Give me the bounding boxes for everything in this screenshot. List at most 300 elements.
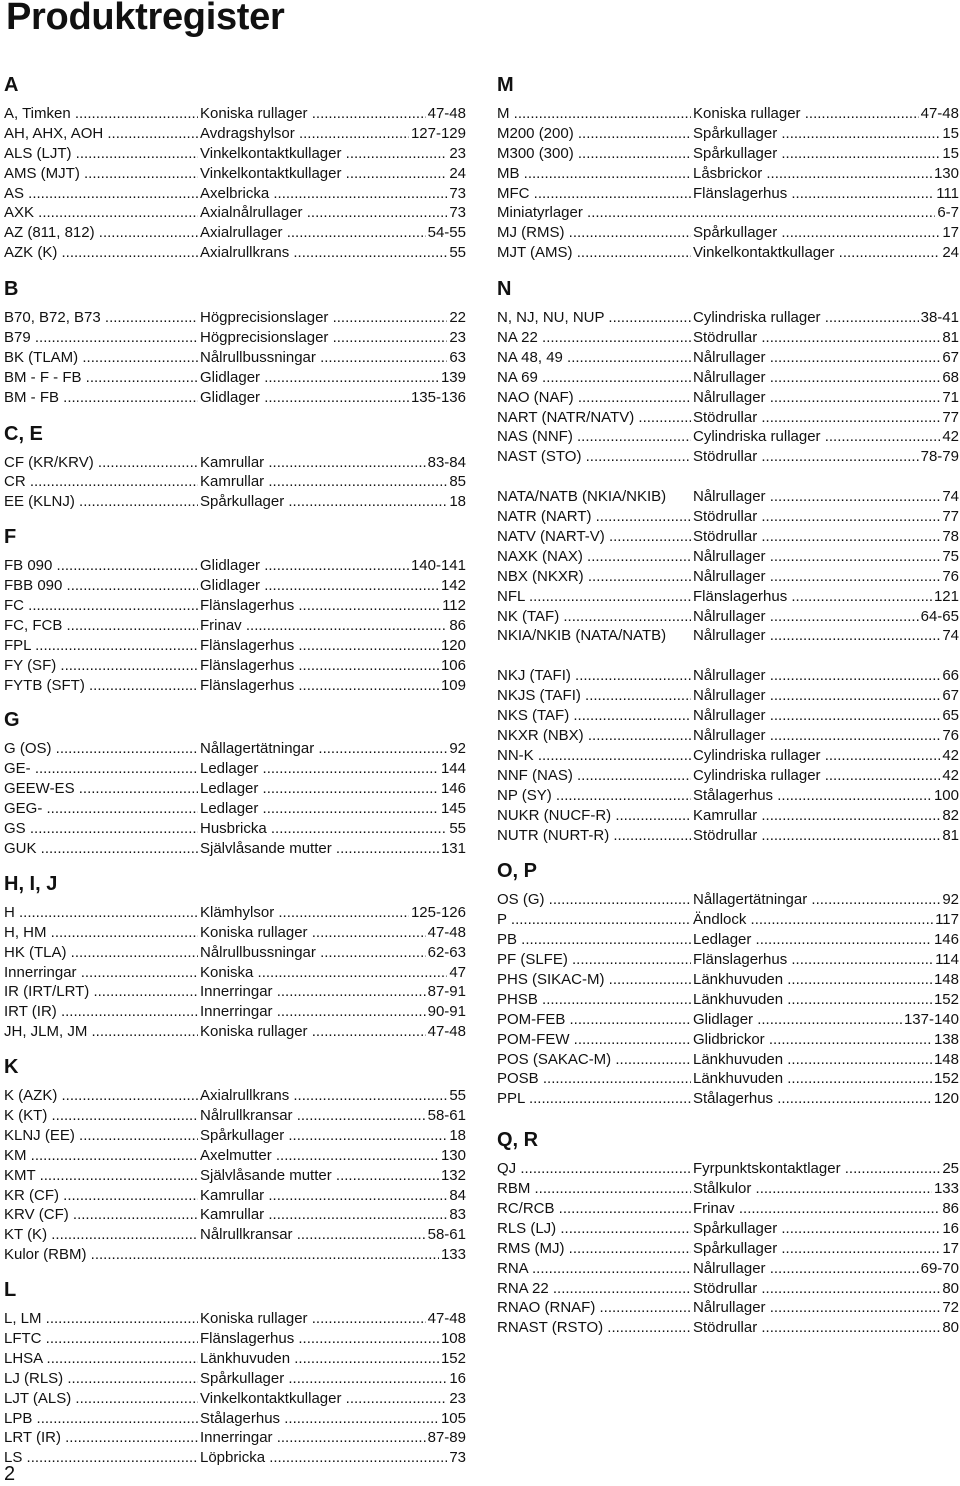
entry-designation: QJ ..... (497, 1159, 691, 1179)
index-entry (4, 943, 466, 963)
index-entry (4, 1225, 466, 1245)
entry-designation: B70, B72, B73 ..... (4, 308, 198, 328)
entry-page-number: 68 (942, 368, 959, 386)
entry-designation: MJ (RMS) ..... (497, 223, 691, 243)
index-entry (4, 1146, 466, 1166)
entry-designation: GUK ..... (4, 839, 198, 859)
index-entry (497, 806, 959, 826)
entry-category: Stålkulor ..... (691, 1179, 959, 1199)
entry-category: Axialrullkrans ..... (198, 1086, 466, 1106)
index-entry (4, 348, 466, 368)
section-letter: O, P (497, 860, 538, 883)
entry-category: Ledlager ..... (691, 930, 959, 950)
entry-page-number: 73 (449, 204, 466, 222)
index-entry (4, 839, 466, 859)
entry-page-number: 111 (936, 184, 959, 202)
section-letter: K (4, 1056, 19, 1079)
entry-page-number: 152 (933, 990, 959, 1008)
entry-category: Axelmutter ..... (198, 1146, 466, 1166)
index-entry (497, 368, 959, 388)
entry-designation: B79 ..... (4, 328, 198, 348)
entry-designation: LFTC ..... (4, 1329, 198, 1349)
entry-page-number: 100 (933, 786, 959, 804)
entry-category: Nålrullbussningar ..... (198, 348, 466, 368)
index-entry (497, 124, 959, 144)
entry-designation: GS ..... (4, 819, 198, 839)
entry-category: Cylindriska rullager ..... (691, 746, 959, 766)
entry-designation: KLNJ (EE) ..... (4, 1126, 198, 1146)
section-spacer (4, 859, 466, 871)
index-entry (497, 1199, 959, 1219)
entry-category: Koniska rullager ..... (198, 1022, 466, 1042)
index-entry (497, 930, 959, 950)
entry-category: Nålrullager ..... (691, 666, 959, 686)
entry-category: Axialrullager ..... (198, 223, 466, 243)
entry-category: Nålrullkransar ..... (198, 1225, 466, 1245)
index-entry (4, 328, 466, 348)
entry-designation: PHS (SIKAC-M) ..... (497, 970, 691, 990)
index-entry (4, 243, 466, 263)
index-entry (497, 1279, 959, 1299)
entry-designation: AS ..... (4, 184, 198, 204)
index-entry (4, 1329, 466, 1349)
entry-category: Frinav ..... (691, 1199, 959, 1219)
entry-page-number: 77 (942, 508, 959, 526)
entry-category: Kamrullar ..... (198, 1186, 466, 1206)
entry-category: Nållagertätningar ..... (691, 890, 959, 910)
entry-page-number: 65 (942, 707, 959, 725)
entry-page-number: 137-140 (903, 1010, 959, 1028)
index-entry (4, 1245, 466, 1265)
entry-category: Spårkullager ..... (198, 492, 466, 512)
entry-category: Nålrullager ..... (691, 388, 959, 408)
entry-category: Flänslagerhus ..... (691, 950, 959, 970)
entry-page-number: 18 (449, 493, 466, 511)
entry-category: Nålrullager ..... (691, 726, 959, 746)
entry-designation: K (AZK) ..... (4, 1086, 198, 1106)
index-entry (497, 1239, 959, 1259)
index-entry (497, 950, 959, 970)
entry-designation: RNA 22 ..... (497, 1279, 691, 1299)
entry-page-number: 55 (449, 820, 466, 838)
index-entry (4, 472, 466, 492)
index-column-right (497, 72, 959, 1358)
entry-category: Kamrullar ..... (198, 472, 466, 492)
index-entry (497, 890, 959, 910)
entry-category: Spårkullager ..... (691, 1219, 959, 1239)
index-entry (4, 1349, 466, 1369)
index-entry (497, 1179, 959, 1199)
entry-designation: OS (G) ..... (497, 890, 691, 910)
entry-page-number: 17 (942, 1239, 959, 1257)
section-letter: F (4, 526, 17, 549)
page-number: 2 (4, 1463, 16, 1485)
entry-category: Klämhylsor ..... (198, 903, 466, 923)
index-entry (497, 1318, 959, 1338)
entry-page-number: 18 (449, 1126, 466, 1144)
index-entry (497, 1298, 959, 1318)
entry-page-number: 109 (440, 676, 466, 694)
entry-page-number: 133 (933, 1180, 959, 1198)
index-entry (497, 348, 959, 368)
entry-designation: FB 090 ..... (4, 556, 198, 576)
entry-designation: A, Timken ..... (4, 104, 198, 124)
entry-designation: LJT (ALS) ..... (4, 1389, 198, 1409)
entry-category: Vinkelkontaktkullager ..... (198, 144, 466, 164)
entry-category: Självlåsande mutter ..... (198, 839, 466, 859)
entry-page-number: 133 (440, 1246, 466, 1264)
section-spacer (497, 1109, 959, 1127)
entry-designation: FC ..... (4, 596, 198, 616)
entry-designation: AH, AHX, AOH ..... (4, 124, 198, 144)
entry-page-number: 144 (440, 760, 466, 778)
entry-category: Kamrullar ..... (691, 806, 959, 826)
entry-page-number: 120 (933, 1090, 959, 1108)
entry-category: Koniska ..... (198, 963, 466, 983)
entry-category: Glidbrickor ..... (691, 1030, 959, 1050)
entry-category: Nålrullager ..... (691, 626, 959, 646)
entry-page-number: 120 (440, 636, 466, 654)
entry-page-number: 71 (942, 388, 959, 406)
index-entry (497, 970, 959, 990)
entry-category: Flänslagerhus ..... (691, 184, 959, 204)
entry-designation: NAXK (NAX) ..... (497, 547, 691, 567)
index-entry (497, 308, 959, 328)
entry-page-number: 69-70 (920, 1259, 959, 1277)
index-entry (4, 1002, 466, 1022)
entry-page-number: 42 (942, 428, 959, 446)
entry-page-number: 81 (942, 329, 959, 347)
entry-page-number: 114 (935, 951, 959, 969)
entry-designation: MJT (AMS) ..... (497, 243, 691, 263)
entry-page-number: 90-91 (427, 1003, 466, 1021)
entry-designation: CR ..... (4, 472, 198, 492)
index-entry (4, 799, 466, 819)
entry-category: Kamrullar ..... (198, 1205, 466, 1225)
entry-designation: RC/RCB ..... (497, 1199, 691, 1219)
entry-designation: NA 69 ..... (497, 368, 691, 388)
entry-category: Axialnålrullager ..... (198, 203, 466, 223)
entry-page-number: 127-129 (410, 124, 466, 142)
entry-designation: POSB ..... (497, 1069, 691, 1089)
entry-designation: KR (CF) ..... (4, 1186, 198, 1206)
entry-category: Stödrullar ..... (691, 1318, 959, 1338)
entry-designation: BK (TLAM) ..... (4, 348, 198, 368)
index-entry (497, 1010, 959, 1030)
entry-page-number: 17 (942, 224, 959, 242)
entry-designation: MFC ..... (497, 184, 691, 204)
entry-category: Nålrullager ..... (691, 547, 959, 567)
entry-category: Koniska rullager ..... (198, 923, 466, 943)
entry-category: Flänslagerhus ..... (691, 587, 959, 607)
entry-designation: GE- ..... (4, 759, 198, 779)
page-title: Produktregister (6, 0, 285, 38)
entry-page-number: 105 (440, 1409, 466, 1427)
index-entry (497, 1069, 959, 1089)
index-entry (497, 243, 959, 263)
index-entry (4, 779, 466, 799)
index-entry (4, 1369, 466, 1389)
index-column-left (4, 72, 466, 1480)
index-entry (4, 1022, 466, 1042)
entry-category: Innerringar ..... (198, 1002, 466, 1022)
entry-designation: PHSB ..... (497, 990, 691, 1010)
section-spacer (4, 263, 466, 276)
index-entry (497, 1159, 959, 1179)
entry-page-number: 86 (449, 616, 466, 634)
index-entry (4, 963, 466, 983)
entry-designation: Miniatyrlager ..... (497, 203, 959, 223)
index-entry (4, 759, 466, 779)
entry-page-number: 63 (449, 348, 466, 366)
entry-category: Högprecisionslager ..... (198, 308, 466, 328)
entry-designation: FY (SF) ..... (4, 656, 198, 676)
entry-page-number: 23 (449, 1389, 466, 1407)
entry-category: Stödrullar ..... (691, 527, 959, 547)
entry-category: Kamrullar ..... (198, 453, 466, 473)
index-entry (4, 124, 466, 144)
entry-designation: RNAO (RNAF) ..... (497, 1298, 691, 1318)
entry-page-number: 16 (449, 1369, 466, 1387)
index-entry (497, 144, 959, 164)
index-entry (497, 1259, 959, 1279)
entry-designation: POS (SAKAC-M) ..... (497, 1050, 691, 1070)
entry-page-number: 64-65 (920, 607, 959, 625)
entry-page-number: 58-61 (427, 1226, 466, 1244)
entry-page-number: 138 (933, 1030, 959, 1048)
index-entry (497, 1050, 959, 1070)
entry-page-number: 148 (933, 970, 959, 988)
entry-page-number: 25 (942, 1160, 959, 1178)
entry-designation: EE (KLNJ) ..... (4, 492, 198, 512)
entry-designation: NK (TAF) ..... (497, 607, 691, 627)
entry-page-number: 135-136 (410, 388, 466, 406)
index-entry (497, 686, 959, 706)
index-entry (4, 1448, 466, 1468)
index-entry (497, 990, 959, 1010)
section-letter: A (4, 74, 19, 96)
index-entry (4, 636, 466, 656)
index-entry (497, 547, 959, 567)
entry-page-number: 62-63 (427, 943, 466, 961)
entry-category: Glidlager ..... (198, 556, 466, 576)
spacer (497, 646, 959, 666)
entry-category: Nålrullager ..... (691, 368, 959, 388)
entry-category: Nållagertätningar ..... (198, 739, 466, 759)
entry-category: Spårkullager ..... (198, 1126, 466, 1146)
section-spacer (497, 845, 959, 858)
entry-designation: PF (SLFE) ..... (497, 950, 691, 970)
entry-designation: NAO (NAF) ..... (497, 388, 691, 408)
entry-category: Glidlager ..... (198, 368, 466, 388)
entry-page-number: 80 (942, 1279, 959, 1297)
entry-designation: POM-FEB ..... (497, 1010, 691, 1030)
entry-category: Avdragshylsor ..... (198, 124, 466, 144)
section-letter: B (4, 278, 19, 301)
entry-category: Flänslagerhus ..... (198, 676, 466, 696)
entry-category: Vinkelkontaktkullager ..... (198, 164, 466, 184)
index-entry (497, 223, 959, 243)
index-entry (497, 587, 959, 607)
entry-designation: HK (TLA) ..... (4, 943, 198, 963)
entry-designation: BM - F - FB ..... (4, 368, 198, 388)
entry-designation: RNAST (RSTO) ..... (497, 1318, 691, 1338)
entry-category: Fyrpunktskontaktlager ..... (691, 1159, 959, 1179)
entry-category: Stödrullar ..... (691, 1279, 959, 1299)
entry-designation: LJ (RLS) ..... (4, 1369, 198, 1389)
entry-designation: NBX (NKXR) ..... (497, 567, 691, 587)
index-entry (497, 527, 959, 547)
entry-designation: H ..... (4, 903, 198, 923)
section-letter: G (4, 709, 20, 732)
entry-designation: L, LM ..... (4, 1309, 198, 1329)
entry-page-number: 67 (942, 348, 959, 366)
index-entry (4, 144, 466, 164)
entry-designation: RLS (LJ) ..... (497, 1219, 691, 1239)
entry-category: Glidlager ..... (198, 576, 466, 596)
entry-designation: N, NJ, NU, NUP ..... (497, 308, 691, 328)
entry-page-number: 24 (449, 164, 466, 182)
index-entry (4, 388, 466, 408)
entry-category: Axialrullkrans ..... (198, 243, 466, 263)
section-spacer (497, 263, 959, 276)
entry-page-number: 146 (440, 780, 466, 798)
section-letter: M (497, 74, 514, 96)
entry-category: Länkhuvuden ..... (691, 1069, 959, 1089)
entry-designation: LRT (IR) ..... (4, 1428, 198, 1448)
entry-category: Nålrullager ..... (691, 348, 959, 368)
entry-category: Stålagerhus ..... (691, 786, 959, 806)
entry-designation: NFL ..... (497, 587, 691, 607)
entry-page-number: 47-48 (427, 105, 466, 122)
entry-page-number: 72 (942, 1299, 959, 1317)
section-spacer (4, 1265, 466, 1277)
entry-category: Nålrullager ..... (691, 1298, 959, 1318)
entry-category: Länkhuvuden ..... (691, 990, 959, 1010)
entry-category: Flänslagerhus ..... (198, 636, 466, 656)
index-entry (497, 1030, 959, 1050)
entry-category: Ledlager ..... (198, 759, 466, 779)
entry-page-number: 87-91 (427, 983, 466, 1001)
index-entry (497, 427, 959, 447)
index-entry (4, 923, 466, 943)
entry-category: Cylindriska rullager ..... (691, 766, 959, 786)
entry-page-number: 142 (440, 577, 466, 595)
section-spacer (4, 1042, 466, 1054)
entry-category: Koniska rullager ..... (691, 104, 959, 124)
entry-designation: NATA/NATB (NKIA/NKIB) (497, 488, 667, 506)
entry-page-number: 117 (935, 911, 959, 929)
entry-page-number: 82 (942, 806, 959, 824)
entry-designation: PPL ..... (497, 1089, 691, 1109)
entry-designation: RBM ..... (497, 1179, 691, 1199)
section-spacer (4, 1468, 466, 1480)
entry-category: Cylindriska rullager ..... (691, 427, 959, 447)
entry-page-number: 23 (449, 329, 466, 347)
entry-designation: NAS (NNF) ..... (497, 427, 691, 447)
index-entry (497, 786, 959, 806)
entry-category: Axelbricka ..... (198, 184, 466, 204)
index-entry (4, 1106, 466, 1126)
index-entry (497, 666, 959, 686)
entry-page-number: 22 (449, 309, 466, 327)
entry-category: Nålrullager ..... (691, 1259, 959, 1279)
entry-category: Löpbricka ..... (198, 1448, 466, 1468)
entry-page-number: 15 (942, 124, 959, 142)
entry-page-number: 76 (942, 567, 959, 585)
index-entry (4, 164, 466, 184)
entry-category: Flänslagerhus ..... (198, 656, 466, 676)
index-entry (497, 203, 959, 223)
entry-page-number: 38-41 (920, 309, 959, 327)
entry-category: Länkhuvuden ..... (198, 1349, 466, 1369)
entry-page-number: 130 (933, 164, 959, 182)
entry-category: Nålrullager ..... (691, 567, 959, 587)
index-entry (497, 746, 959, 766)
entry-page-number: 84 (449, 1186, 466, 1204)
index-entry (497, 826, 959, 846)
index-entry (4, 616, 466, 636)
entry-page-number: 130 (440, 1146, 466, 1164)
index-entry (4, 982, 466, 1002)
entry-category: Cylindriska rullager ..... (691, 308, 959, 328)
index-entry (4, 453, 466, 473)
entry-page-number: 73 (449, 184, 466, 202)
entry-page-number: 16 (942, 1219, 959, 1237)
entry-designation: Innerringar ..... (4, 963, 198, 983)
entry-designation: JH, JLM, JM ..... (4, 1022, 198, 1042)
entry-designation: NNF (NAS) ..... (497, 766, 691, 786)
entry-designation: AZ (811, 812) ..... (4, 223, 198, 243)
entry-designation: NKJ (TAFI) ..... (497, 666, 691, 686)
index-entry (4, 308, 466, 328)
entry-category: Glidlager ..... (198, 388, 466, 408)
entry-page-number: 83 (449, 1206, 466, 1224)
entry-designation: GEEW-ES ..... (4, 779, 198, 799)
entry-category: Innerringar ..... (198, 1428, 466, 1448)
entry-category: Nålrullkransar ..... (198, 1106, 466, 1126)
entry-category: Stödrullar ..... (691, 447, 959, 467)
entry-designation: NART (NATR/NATV) ..... (497, 408, 691, 428)
entry-page-number: 131 (440, 839, 466, 857)
entry-page-number: 146 (933, 931, 959, 949)
entry-page-number: 140-141 (410, 557, 466, 575)
entry-category: Innerringar ..... (198, 982, 466, 1002)
entry-designation: ALS (LJT) ..... (4, 144, 198, 164)
entry-category: Ledlager ..... (198, 799, 466, 819)
entry-designation: CF (KR/KRV) ..... (4, 453, 198, 473)
index-entry (497, 607, 959, 627)
entry-page-number: 73 (449, 1449, 466, 1467)
entry-page-number: 80 (942, 1319, 959, 1337)
entry-page-number: 76 (942, 727, 959, 745)
section-spacer (4, 512, 466, 524)
section-spacer (4, 695, 466, 707)
entry-page-number: 47-48 (920, 105, 959, 122)
entry-designation: FC, FCB ..... (4, 616, 198, 636)
entry-page-number: 121 (933, 587, 959, 605)
entry-category: Spårkullager ..... (198, 1369, 466, 1389)
entry-designation: PB ..... (497, 930, 691, 950)
entry-page-number: 108 (440, 1329, 466, 1347)
entry-category: Spårkullager ..... (691, 223, 959, 243)
index-entry (4, 656, 466, 676)
entry-page-number: 42 (942, 746, 959, 764)
entry-designation: NKXR (NBX) ..... (497, 726, 691, 746)
entry-page-number: 66 (942, 667, 959, 685)
index-entry (497, 706, 959, 726)
entry-designation: LS ..... (4, 1448, 198, 1468)
